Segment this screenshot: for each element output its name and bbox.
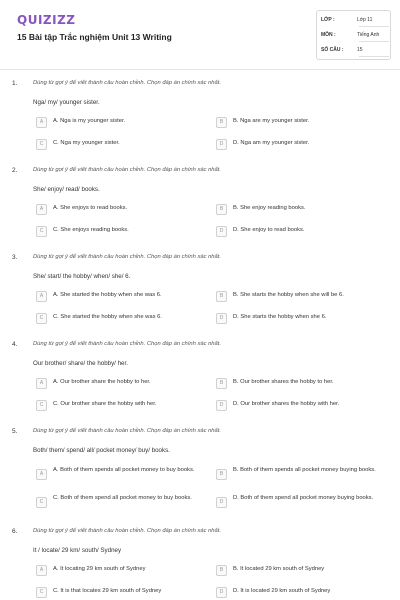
meta-underline bbox=[359, 26, 389, 27]
option-text: A. Our brother share the hobby to her. bbox=[53, 379, 151, 385]
question-instruction: Dùng từ gợi ý để viết thành câu hoàn chỉnh. Chọn đáp án chính xác nhất. bbox=[33, 341, 221, 347]
option-letter-badge: A bbox=[36, 565, 47, 576]
option-text: B. Our brother shares the hobby to her. bbox=[233, 379, 334, 385]
option-letter-badge: D bbox=[216, 139, 227, 150]
meta-value: 15 bbox=[357, 47, 363, 53]
option-letter-badge: A bbox=[36, 117, 47, 128]
question-instruction: Dùng từ gợi ý để viết thành câu hoàn chỉnh. Chọn đáp án chính xác nhất. bbox=[33, 167, 221, 173]
option-letter-badge: A bbox=[36, 378, 47, 389]
option-text: D. Our brother shares the hobby with her. bbox=[233, 401, 340, 407]
meta-label: LỚP : bbox=[321, 17, 335, 23]
option-text: D. It is located 29 km south of Sydney bbox=[233, 588, 331, 594]
question-prompt: Our brother/ share/ the hobby/ her. bbox=[33, 360, 128, 367]
option-text: D. She enjoy to read books. bbox=[233, 227, 305, 233]
question-instruction: Dùng từ gợi ý để viết thành câu hoàn chỉnh. Chọn đáp án chính xác nhất. bbox=[33, 254, 221, 260]
option-letter-badge: D bbox=[216, 587, 227, 598]
meta-value: Lớp 11 bbox=[357, 17, 373, 23]
option-letter-badge: D bbox=[216, 400, 227, 411]
question-prompt: Both/ them/ spend/ all/ pocket money/ buy/ books. bbox=[33, 447, 170, 454]
question-instruction: Dùng từ gợi ý để viết thành câu hoàn chỉnh. Chọn đáp án chính xác nhất. bbox=[33, 428, 221, 434]
option-letter-badge: A bbox=[36, 469, 47, 480]
option-text: C. She enjoys reading books. bbox=[53, 227, 129, 233]
option-text: A. It locating 29 km south of Sydney bbox=[53, 566, 146, 572]
option-text: C. Our brother share the hobby with her. bbox=[53, 401, 157, 407]
meta-row-grade bbox=[321, 14, 389, 26]
option-letter-badge: B bbox=[216, 469, 227, 480]
option-text: C. It is that locates 29 km south of Sydney bbox=[53, 588, 162, 594]
question-prompt: Nga/ my/ younger sister. bbox=[33, 99, 100, 106]
question-prompt: She/ start/ the hobby/ when/ she/ 6. bbox=[33, 273, 131, 280]
option-text: B. Both of them spends all pocket money buying books. bbox=[233, 467, 376, 473]
header bbox=[0, 0, 400, 70]
option-text: C. Both of them spend all pocket money to buy books. bbox=[53, 495, 192, 501]
question-prompt: She/ enjoy/ read/ books. bbox=[33, 186, 100, 193]
option-text: B. It located 29 km south of Sydney bbox=[233, 566, 325, 572]
option-text: A. She started the hobby when she was 6. bbox=[53, 292, 162, 298]
option-text: A. She enjoys to read books. bbox=[53, 205, 128, 211]
option-text: A. Nga is my younger sister. bbox=[53, 118, 126, 124]
option-letter-badge: D bbox=[216, 497, 227, 508]
option-letter-badge: D bbox=[216, 313, 227, 324]
option-text: B. She starts the hobby when she will be 6. bbox=[233, 292, 344, 298]
option-text: A. Both of them spends all pocket money to buy books. bbox=[53, 467, 195, 473]
option-text: D. She starts the hobby when she 6. bbox=[233, 314, 327, 320]
option-text: C. Nga my younger sister. bbox=[53, 140, 120, 146]
question-number: 1. bbox=[12, 80, 18, 87]
meta-row-subject bbox=[321, 29, 389, 41]
document-title: 15 Bài tập Trắc nghiệm Unit 13 Writing bbox=[17, 32, 172, 42]
question-instruction: Dùng từ gợi ý để viết thành câu hoàn chỉnh. Chọn đáp án chính xác nhất. bbox=[33, 528, 221, 534]
option-letter-badge: D bbox=[216, 226, 227, 237]
option-letter-badge: C bbox=[36, 587, 47, 598]
option-text: B. She enjoy reading books. bbox=[233, 205, 306, 211]
option-letter-badge: B bbox=[216, 291, 227, 302]
meta-underline bbox=[359, 56, 389, 57]
option-letter-badge: C bbox=[36, 497, 47, 508]
option-letter-badge: C bbox=[36, 226, 47, 237]
meta-underline bbox=[359, 41, 389, 42]
question-number: 2. bbox=[12, 167, 18, 174]
question-instruction: Dùng từ gợi ý để viết thành câu hoàn chỉnh. Chọn đáp án chính xác nhất. bbox=[33, 80, 221, 86]
question-number: 4. bbox=[12, 341, 18, 348]
meta-label: SỐ CÂU : bbox=[321, 47, 344, 53]
option-letter-badge: B bbox=[216, 565, 227, 576]
option-letter-badge: A bbox=[36, 204, 47, 215]
option-text: D. Nga am my younger sister. bbox=[233, 140, 310, 146]
meta-row-question-count bbox=[321, 44, 389, 56]
option-letter-badge: C bbox=[36, 313, 47, 324]
option-letter-badge: B bbox=[216, 204, 227, 215]
quizizz-logo: QUIZIZZ bbox=[17, 13, 76, 27]
meta-label: MÔN : bbox=[321, 32, 336, 38]
header-divider bbox=[0, 69, 400, 70]
question-number: 6. bbox=[12, 528, 18, 535]
option-letter-badge: A bbox=[36, 291, 47, 302]
meta-box bbox=[316, 10, 391, 60]
question-prompt: It / locate/ 29 km/ south/ Sydney bbox=[33, 547, 122, 554]
question-number: 3. bbox=[12, 254, 18, 261]
option-text: C. She started the hobby when she was 6. bbox=[53, 314, 162, 320]
question-number: 5. bbox=[12, 428, 18, 435]
option-letter-badge: C bbox=[36, 400, 47, 411]
option-text: B. Nga are my younger sister. bbox=[233, 118, 310, 124]
option-text: D. Both of them spend all pocket money buying books. bbox=[233, 495, 374, 501]
meta-value: Tiếng Anh bbox=[357, 32, 380, 38]
option-letter-badge: C bbox=[36, 139, 47, 150]
option-letter-badge: B bbox=[216, 117, 227, 128]
option-letter-badge: B bbox=[216, 378, 227, 389]
